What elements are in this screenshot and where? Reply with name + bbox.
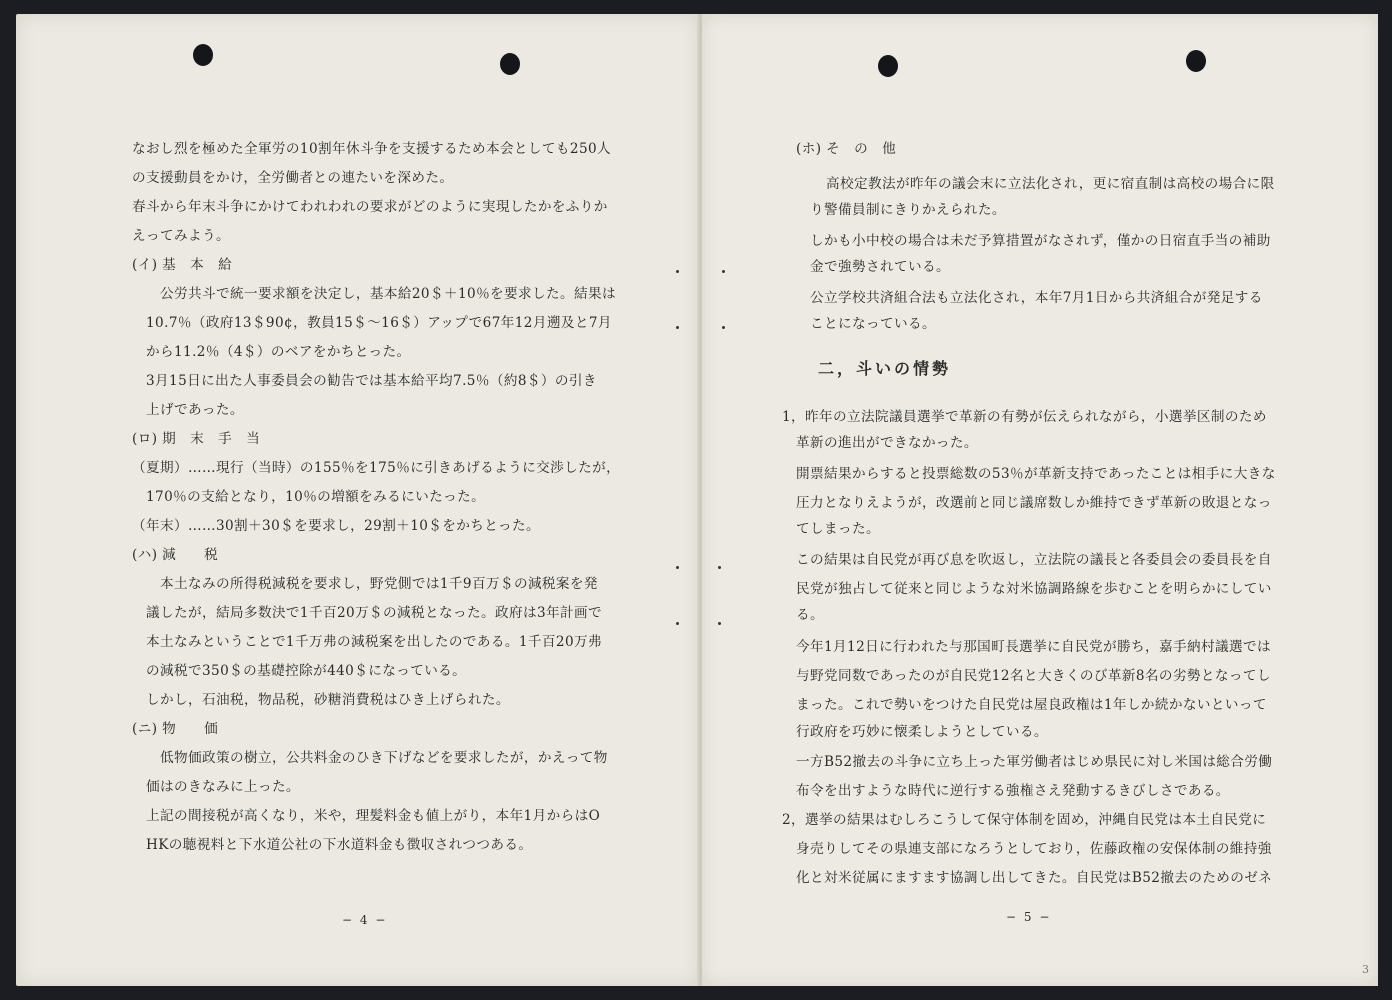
right-line: 与野党同数であったのが自民党12名と大きくのび革新8名の劣勢となってし [796, 668, 1271, 684]
right-line: 行政府を巧妙に懐柔しようとしている。 [796, 724, 1048, 740]
left-line: しかし，石油税，物品税，砂糖消費税はひき上げられた。 [146, 692, 510, 708]
right-line: 身売りしてその県連支部になろうとしており，佐藤政権の安保体制の維持強 [796, 841, 1272, 857]
left-line: 価はのきなみに上った。 [146, 779, 300, 795]
right-line: ことになっている。 [810, 316, 936, 332]
left-subheading: (イ) 基 本 給 [132, 257, 233, 273]
speck [722, 326, 725, 329]
right-line: 高校定教法が昨年の議会末に立法化され，更に宿直制は高校の場合に限 [826, 176, 1275, 192]
right-line: てしまった。 [796, 521, 880, 537]
left-line: 上げであった。 [146, 402, 244, 418]
speck [676, 622, 679, 625]
left-line: 3月15日に出た人事委員会の勧告では基本給平均7.5％（約8＄）の引き [146, 373, 597, 389]
left-line: 本土なみということで1千万弗の減税案を出したのである。1千百20万弗 [146, 634, 603, 650]
right-line: 圧力となりえようが，改選前と同じ議席数しか維持できず革新の敗退となっ [796, 495, 1272, 511]
left-line: 春斗から年末斗争にかけてわれわれの要求がどのように実現したかをふりか [132, 199, 608, 215]
left-line: の支援動員をかけ，全労働者との連たいを深めた。 [132, 170, 454, 186]
right-line: しかも小中校の場合は未だ予算措置がなされず，僅かの日宿直手当の補助 [810, 233, 1271, 249]
right-line: 2，選挙の結果はむしろこうして保守体制を固め，沖縄自民党は本土自民党に [782, 812, 1267, 828]
right-line: 金で強勢されている。 [810, 259, 950, 275]
left-line: 本土なみの所得税減税を要求し，野党側では1千9百万＄の減税案を発 [160, 576, 598, 592]
left-line: 上記の間接税が高くなり，米や，理髪料金も値上がり，本年1月からはO [146, 808, 601, 824]
left-line: 低物価政策の樹立，公共料金のひき下げなどを要求したが，かえって物 [160, 750, 608, 766]
right-line: 開票結果からすると投票総数の53％が革新支持であったことは相手に大きな [796, 466, 1276, 482]
left-subheading: (ハ) 減 税 [132, 547, 219, 563]
right-line: この結果は自民党が再び息を吹返し，立法院の議長と各委員会の委員長を自 [796, 552, 1272, 568]
left-line: （年末）……30割＋30＄を要求し，29割＋10＄をかちとった。 [132, 518, 540, 534]
right-subheading: (ホ) そ の 他 [796, 141, 897, 157]
right-line: 布令を出すような時代に逆行する強権さえ発動するきびしさである。 [796, 783, 1230, 799]
left-line: 170％の支給となり，10％の増額をみるにいたった。 [146, 489, 486, 505]
speck [676, 270, 679, 273]
right-line: 公立学校共済組合法も立法化され，本年7月1日から共済組合が発足する [810, 290, 1263, 306]
right-line: る。 [796, 607, 824, 623]
right-page-number: − 5 − [1006, 910, 1052, 924]
right-line: 1，昨年の立法院議員選挙で革新の有勢が伝えられながら，小選挙区制のため [782, 409, 1267, 425]
speck [676, 566, 679, 569]
left-line: の減税で350＄の基礎控除が440＄になっている。 [146, 663, 467, 679]
left-subheading: (ロ) 期 末 手 当 [132, 431, 261, 447]
left-line: 議したが，結局多数決で1千百20万＄の減税となった。政府は3年計画で [146, 605, 603, 621]
section-heading: 二，斗いの情勢 [818, 359, 952, 378]
corner-mark: 3 [1362, 963, 1369, 976]
left-subheading: (ニ) 物 価 [132, 721, 219, 737]
left-line: 10.7％（政府13＄90¢，教員15＄〜16＄）アップで67年12月遡及と7月 [146, 315, 612, 331]
left-line: なおし烈を極めた全軍労の10割年休斗争を支援するため本会としても250人 [132, 141, 612, 157]
speck [718, 566, 721, 569]
speck [718, 622, 721, 625]
right-line: 革新の進出ができなかった。 [796, 435, 978, 451]
punch-hole [1186, 50, 1206, 72]
punch-hole [193, 44, 213, 66]
left-line: から11.2％（4＄）のベアをかちとった。 [146, 344, 411, 360]
right-line: 今年1月12日に行われた与那国町長選挙に自民党が勝ち，嘉手納村議選では [796, 639, 1271, 655]
right-line: 化と対米従属にますます協調し出してきた。自民党はB52撤去のためのゼネ [796, 870, 1273, 886]
left-line: えってみよう。 [132, 228, 230, 244]
left-line: HKの聴視料と下水道公社の下水道料金も徴収されつつある。 [146, 837, 533, 853]
punch-hole [878, 55, 898, 77]
right-line: 一方B52撤去の斗争に立ち上った軍労働者はじめ県民に対し米国は総合労働 [796, 754, 1273, 770]
punch-hole [500, 53, 520, 75]
left-line: 公労共斗で統一要求額を決定し，基本給20＄＋10％を要求した。結果は [160, 286, 617, 302]
left-line: （夏期）……現行（当時）の155％を175％に引きあげるように交渉したが， [132, 460, 621, 476]
right-line: 民党が独占して従来と同じような対米協調路線を歩むことを明らかにしてい [796, 581, 1272, 597]
right-line: り警備員制にきりかえられた。 [810, 202, 1006, 218]
left-page-number: − 4 − [342, 913, 388, 927]
right-line: まった。これで勢いをつけた自民党は屋良政権は1年しか続かないといって [796, 697, 1267, 713]
speck [676, 326, 679, 329]
speck [722, 270, 725, 273]
